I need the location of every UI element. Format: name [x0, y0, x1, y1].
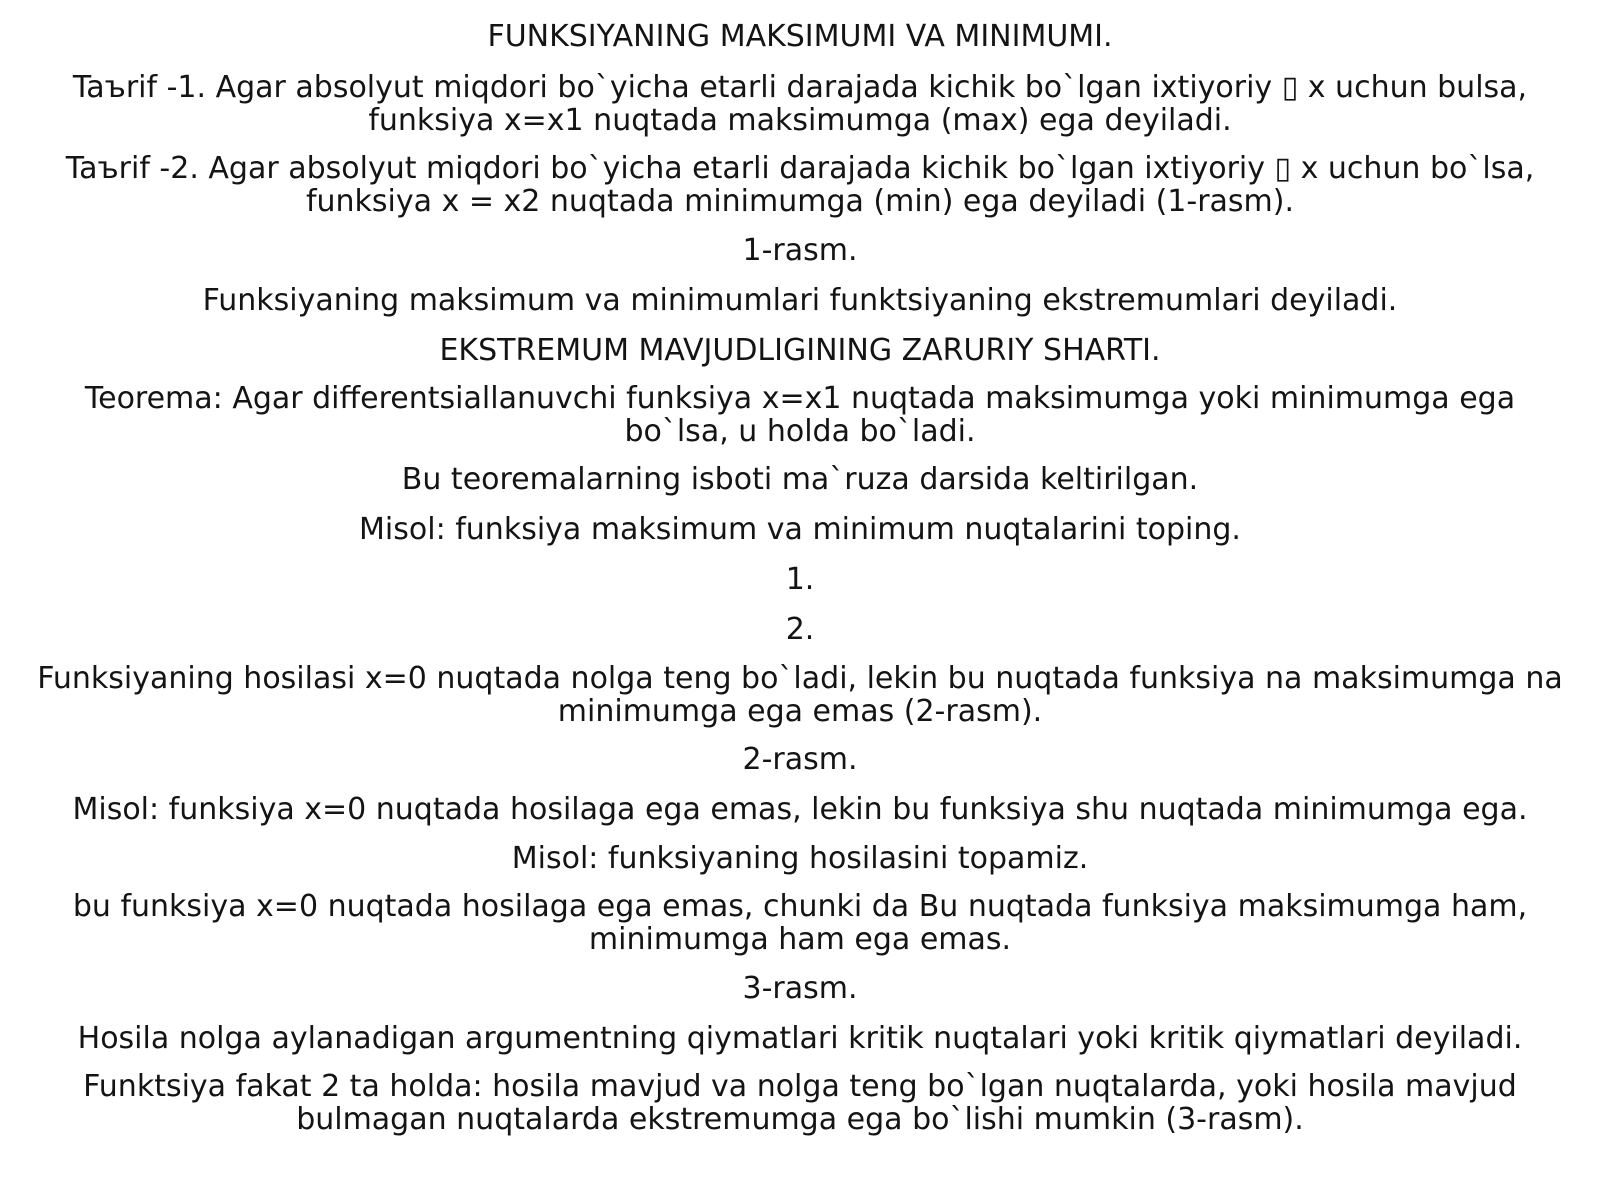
section-title: EKSTREMUM MAVJUDLIGINING ZARURIY SHARTI. — [439, 333, 1161, 368]
example-2: Misol: funksiya x=0 nuqtada hosilaga ega emas, lekin bu funksiya shu nuqtada minimumga ega. — [72, 792, 1528, 827]
extrema-definition: Funksiyaning maksimum va minimumlari funktsiyaning ekstremumlari deyiladi. — [202, 283, 1398, 318]
list-item-2: 2. — [785, 612, 815, 647]
definition-1 — [20, 71, 1580, 137]
document-title: FUNKSIYANING MAKSIMUMI VA MINIMUMI. — [487, 19, 1113, 54]
theorem-line-1: Teorema: Agar differentsiallanuvchi funksiya x=x1 nuqtada maksimumga yoki minimumga ega — [84, 381, 1516, 416]
definition-2-line-2: funksiya x = x2 nuqtada minimumga (min) ega deyiladi (1-rasm). — [305, 184, 1295, 219]
derivative-zero-paragraph — [20, 662, 1580, 728]
definition-1-line-1: Taъrif -1. Agar absolyut miqdori bo`yicha etarli darajada kichik bo`lgan ixtiyoriy ▯ x uchun bulsa, — [72, 70, 1528, 105]
derivative-zero-line-2: minimumga ega emas (2-rasm). — [557, 694, 1043, 729]
extremum-cases-paragraph — [20, 1070, 1580, 1136]
figure-3-caption: 3-rasm. — [742, 971, 858, 1006]
figure-2-caption: 2-rasm. — [742, 742, 858, 777]
no-derivative-line-2: minimumga ham ega emas. — [588, 922, 1012, 957]
definition-2 — [20, 152, 1580, 218]
proof-note: Bu teoremalarning isboti ma`ruza darsida keltirilgan. — [401, 462, 1199, 497]
definition-1-line-2: funksiya x=x1 nuqtada maksimumga (max) ega deyiladi. — [368, 103, 1232, 138]
critical-points-definition: Hosila nolga aylanadigan argumentning qiymatlari kritik nuqtalari yoki kritik qiymatlari deyiladi. — [77, 1021, 1523, 1056]
example-3: Misol: funksiyaning hosilasini topamiz. — [511, 841, 1089, 876]
derivative-zero-line-1: Funksiyaning hosilasi x=0 nuqtada nolga teng bo`ladi, lekin bu nuqtada funksiya na maksimumga na — [37, 661, 1563, 696]
theorem — [20, 382, 1580, 448]
extremum-cases-line-1: Funktsiya fakat 2 ta holda: hosila mavjud va nolga teng bo`lgan nuqtalarda, yoki hosila mavjud — [83, 1069, 1517, 1104]
figure-1-caption: 1-rasm. — [742, 233, 858, 268]
extremum-cases-line-2: bulmagan nuqtalarda ekstremumga ega bo`lishi mumkin (3-rasm). — [296, 1102, 1304, 1137]
list-item-1: 1. — [785, 562, 815, 597]
example-1: Misol: funksiya maksimum va minimum nuqtalarini toping. — [359, 512, 1241, 547]
no-derivative-paragraph — [20, 890, 1580, 956]
no-derivative-line-1: bu funksiya x=0 nuqtada hosilaga ega emas, chunki da Bu nuqtada funksiya maksimumga ham, — [72, 889, 1528, 924]
theorem-line-2: bo`lsa, u holda bo`ladi. — [624, 414, 976, 449]
definition-2-line-1: Taъrif -2. Agar absolyut miqdori bo`yicha etarli darajada kichik bo`lgan ixtiyoriy ▯ x uchun bo`lsa, — [65, 151, 1535, 186]
